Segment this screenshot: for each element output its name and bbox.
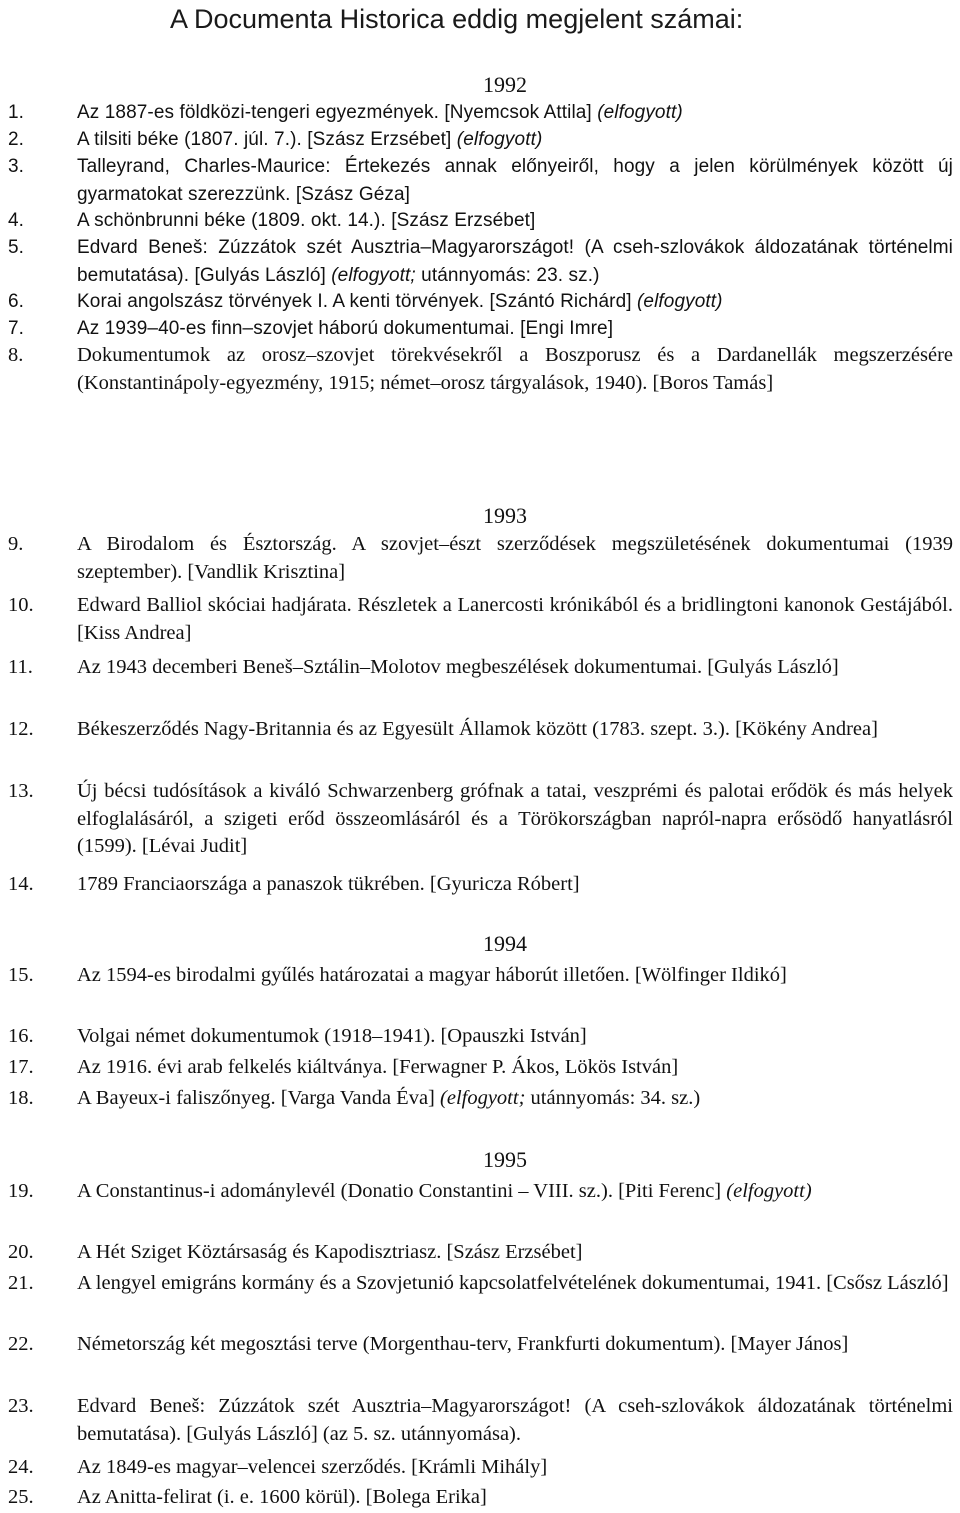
- item-number: 13.: [8, 780, 34, 802]
- item-text: A schönbrunni béke (1809. okt. 14.). [Szász Erzsébet]: [77, 210, 536, 231]
- item-text: Az Anitta-felirat (i. e. 1600 körül). [Bolega Erika]: [77, 1486, 487, 1508]
- item-text: A tilsiti béke (1807. júl. 7.). [Szász Erzsébet] (elfogyott): [77, 129, 543, 150]
- item-number: 2.: [8, 129, 24, 150]
- item-note: (elfogyott): [726, 1180, 812, 1202]
- year-heading: 1994: [483, 931, 527, 956]
- item-number: 5.: [8, 237, 24, 258]
- item-text: Új bécsi tudósítások a kiváló Schwarzenberg grófnak a tatai, veszprémi és palotai erődök és más helyek elfoglalásáról, a szigeti erőd összeomlásáról és a Törökországban napról-napra erősödő hanyatlásról (1599). [Lévai Judit]: [77, 780, 953, 858]
- item-note: (elfogyott): [597, 102, 683, 123]
- item-number: 18.: [8, 1087, 34, 1109]
- item-number: 9.: [8, 533, 24, 555]
- item-number: 24.: [8, 1456, 34, 1478]
- item-text: A Bayeux-i faliszőnyeg. [Varga Vanda Éva] (elfogyott; utánnyomás: 34. sz.): [77, 1087, 701, 1109]
- item-number: 15.: [8, 964, 34, 986]
- item-text: Békeszerződés Nagy-Britannia és az Egyesült Államok között (1783. szept. 3.). [Kökény Andrea]: [77, 718, 878, 740]
- item-number: 20.: [8, 1241, 34, 1263]
- year-heading: 1995: [483, 1147, 527, 1172]
- item-text: Edvard Beneš: Zúzzátok szét Ausztria–Magyarországot! (A cseh-szlovákok áldozatának történelmi bemutatása). [Gulyás László] (elfogyott; utánnyomás: 23. sz.): [77, 237, 953, 286]
- item-text: Talleyrand, Charles-Maurice: Értekezés annak előnyeiről, hogy a jelen körülmények között új gyarmatokat szerezzünk. [Szász Géza]: [77, 156, 953, 205]
- item-number: 1.: [8, 102, 24, 123]
- item-text: A Birodalom és Észtország. A szovjet–észt szerződések megszületésének dokumentumai (1939 szeptember). [Vandlik Krisztina]: [77, 533, 953, 583]
- item-text: Volgai német dokumentumok (1918–1941). [Opauszki István]: [77, 1025, 587, 1047]
- item-text: Németország két megosztási terve (Morgenthau-terv, Frankfurti dokumentum). [Mayer János]: [77, 1333, 849, 1355]
- year-heading: 1993: [483, 503, 527, 528]
- item-number: 23.: [8, 1395, 34, 1417]
- item-text: Edward Balliol skóciai hadjárata. Részletek a Lanercosti krónikából és a bridlingtoni kanonok Gestájából. [Kiss Andrea]: [77, 594, 953, 644]
- item-number: 4.: [8, 210, 24, 231]
- item-note: (elfogyott): [637, 291, 723, 312]
- item-text: Az 1887-es földközi-tengeri egyezmények. [Nyemcsok Attila] (elfogyott): [77, 102, 683, 123]
- item-number: 11.: [8, 656, 33, 678]
- item-text: Az 1916. évi arab felkelés kiáltványa. [Ferwagner P. Ákos, Lökös István]: [77, 1056, 679, 1078]
- item-note: (elfogyott;: [331, 264, 416, 286]
- item-text: Edvard Beneš: Zúzzátok szét Ausztria–Magyarországot! (A cseh-szlovákok áldozatának történelmi bemutatása). [Gulyás László] (az 5. sz. utánnyomása).: [77, 1395, 953, 1445]
- item-text: Az 1849-es magyar–velencei szerződés. [Krámli Mihály]: [77, 1456, 548, 1478]
- item-number: 25.: [8, 1486, 34, 1508]
- item-text: A Constantinus-i adománylevél (Donatio Constantini – VIII. sz.). [Piti Ferenc] (elfogyott): [77, 1180, 812, 1202]
- item-text: A Hét Sziget Köztársaság és Kapodisztriasz. [Szász Erzsébet]: [77, 1241, 583, 1263]
- item-number: 14.: [8, 873, 34, 895]
- item-note: (elfogyott;: [440, 1087, 526, 1109]
- item-text: A lengyel emigráns kormány és a Szovjetunió kapcsolatfelvételének dokumentumai, 1941. [Csősz László]: [77, 1272, 949, 1294]
- item-note: (elfogyott): [456, 129, 543, 150]
- item-number: 21.: [8, 1272, 34, 1294]
- item-number: 22.: [8, 1333, 34, 1355]
- item-number: 6.: [8, 291, 24, 312]
- item-text: Az 1939–40-es finn–szovjet háború dokumentumai. [Engi Imre]: [77, 318, 614, 339]
- item-number: 8.: [8, 344, 24, 366]
- item-number: 17.: [8, 1056, 34, 1078]
- page-title: A Documenta Historica eddig megjelent számai:: [170, 4, 744, 34]
- item-number: 3.: [8, 156, 24, 177]
- item-text: Az 1943 decemberi Beneš–Sztálin–Molotov megbeszélések dokumentumai. [Gulyás László]: [77, 656, 839, 678]
- item-number: 10.: [8, 594, 34, 616]
- item-number: 19.: [8, 1180, 34, 1202]
- item-number: 16.: [8, 1025, 34, 1047]
- item-number: 7.: [8, 318, 24, 339]
- item-text: Korai angolszász törvények I. A kenti törvények. [Szántó Richárd] (elfogyott): [77, 291, 723, 312]
- item-number: 12.: [8, 718, 34, 740]
- year-heading: 1992: [483, 72, 527, 97]
- item-text: Az 1594-es birodalmi gyűlés határozatai a magyar háborút illetően. [Wölfinger Ildikó]: [77, 964, 787, 986]
- item-text: Dokumentumok az orosz–szovjet törekvésekről a Boszporusz és a Dardanellák megszerzésére (Konstantinápoly-egyezmény, 1915; német–orosz tárgyalások, 1940). [Boros Tamás]: [77, 344, 953, 394]
- item-text: 1789 Franciaországa a panaszok tükrében. [Gyuricza Róbert]: [77, 873, 580, 895]
